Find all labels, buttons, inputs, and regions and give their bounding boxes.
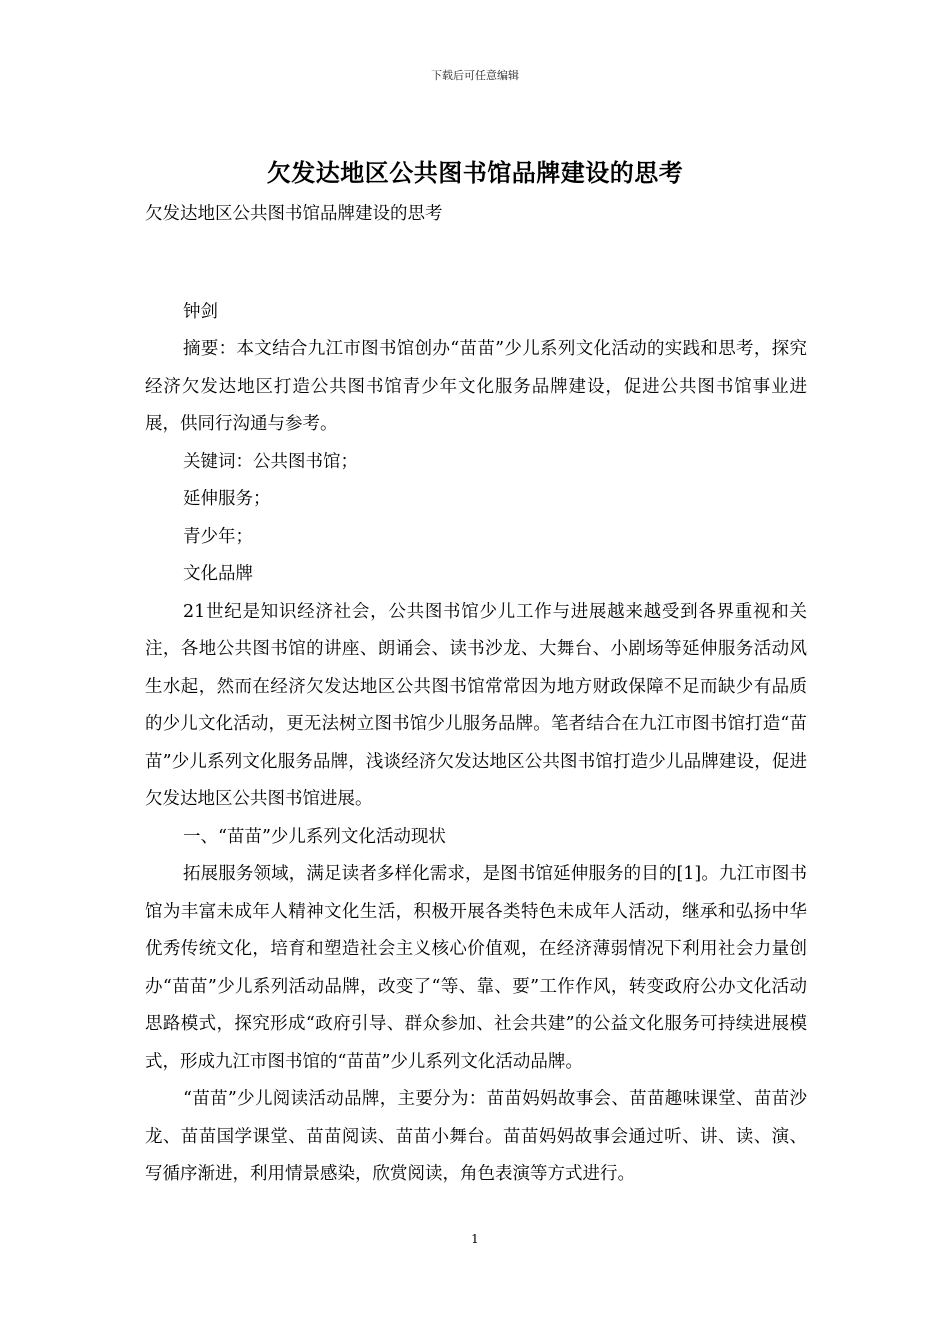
document-body [145,196,807,1194]
keyword-line: 延伸服务； [183,489,271,509]
page-header-note: 下载后可任意编辑 [431,69,519,82]
body-paragraph: 拓展服务领域，满足读者多样化需求，是图书馆延伸服务的目的[1]。九江市图书馆为丰富未成年人精神文化生活，积极开展各类特色未成年人活动，继承和弘扬中华优秀传统文化，培育和塑造社会主义核心价值观，在经济薄弱情况下利用社会力量创办“苗苗”少儿系列活动品牌，改变了“等、靠、要”工作作风，转变政府公办文化活动思路模式，探究形成“政府引导、群众参加、社会共建”的公益文化服务可持续进展模式，形成九江市图书馆的“苗苗”少儿系列文化活动品牌。 [145,864,807,1072]
page-number: 1 [471,1232,479,1246]
document-title: 欠发达地区公共图书馆品牌建设的思考 [266,158,684,187]
abstract-paragraph: 摘要：本文结合九江市图书馆创办“苗苗”少儿系列文化活动的实践和思考，探究经济欠发达地区打造公共图书馆青少年文化服务品牌建设，促进公共图书馆事业进展，供同行沟通与参考。 [145,339,807,434]
author-name: 钟剑 [183,301,218,322]
section-heading: 一、“苗苗”少儿系列文化活动现状 [183,826,446,847]
keyword-line: 青少年； [183,526,253,547]
keyword-line: 文化品牌 [183,564,253,584]
document-subtitle: 欠发达地区公共图书馆品牌建设的思考 [145,204,443,224]
body-paragraph: “苗苗”少儿阅读活动品牌，主要分为：苗苗妈妈故事会、苗苗趣味课堂、苗苗沙龙、苗苗国学课堂、苗苗阅读、苗苗小舞台。苗苗妈妈故事会通过听、讲、读、演、写循序渐进，利用情景感染，欣赏阅读，角色表演等方式进行。 [145,1089,807,1184]
keyword-line: 关键词：公共图书馆； [183,451,358,472]
body-paragraph: 21世纪是知识经济社会，公共图书馆少儿工作与进展越来越受到各界重视和关注，各地公共图书馆的讲座、朗诵会、读书沙龙、大舞台、小剧场等延伸服务活动风生水起，然而在经济欠发达地区公共图书馆常常因为地方财政保障不足而缺少有品质的少儿文化活动，更无法树立图书馆少儿服务品牌。笔者结合在九江市图书馆打造“苗苗”少儿系列文化服务品牌，浅谈经济欠发达地区公共图书馆打造少儿品牌建设，促进欠发达地区公共图书馆进展。 [145,601,807,809]
